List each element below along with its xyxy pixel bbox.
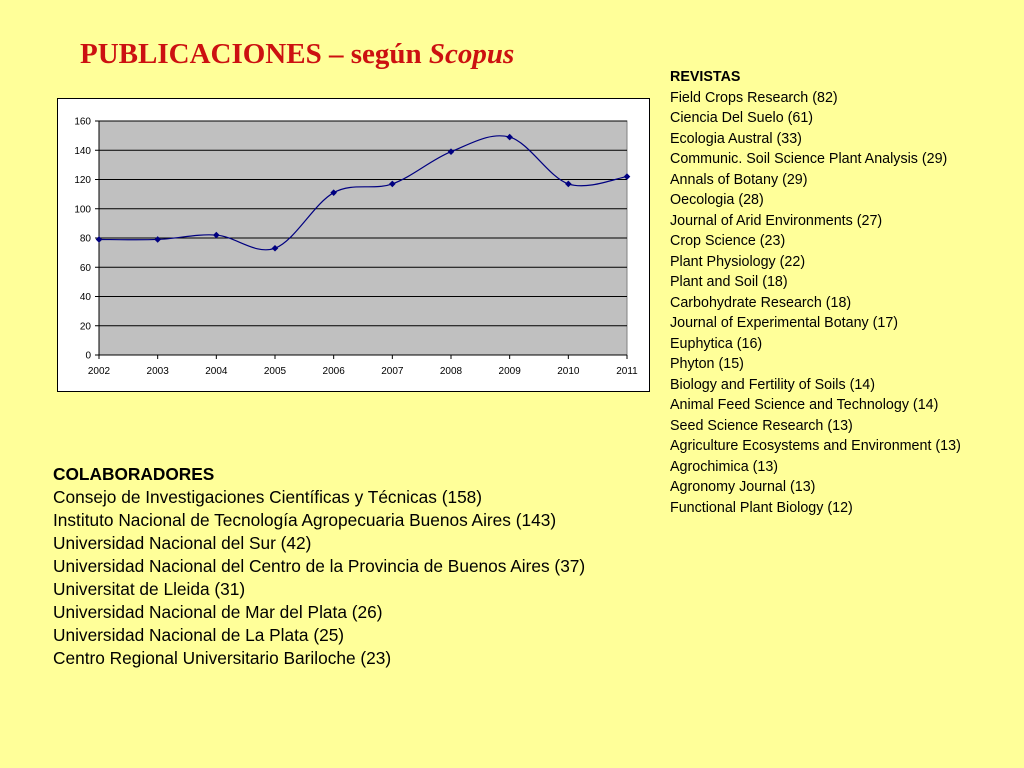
x-tick-label: 2005 <box>263 366 287 377</box>
colaborador-item: Consejo de Investigaciones Científicas y Técnicas (158) <box>53 487 483 507</box>
chart-container <box>57 98 650 392</box>
revista-item: Ecologia Austral (33) <box>670 130 802 147</box>
revista-item: Ciencia Del Suelo (61) <box>670 110 814 126</box>
y-tick-label: 100 <box>74 204 91 216</box>
colaborador-item: Universidad Nacional del Sur (42) <box>53 533 312 553</box>
x-tick-label: 2009 <box>498 366 521 377</box>
y-tick-label: 80 <box>79 233 91 245</box>
revistas-list <box>670 67 961 518</box>
colaborador-item: Universidad Nacional de La Plata (25) <box>53 625 345 645</box>
colaborador-item: Centro Regional Universitario Bariloche (23) <box>53 648 392 668</box>
colaborador-item: Universidad Nacional de Mar del Plata (26) <box>53 602 383 622</box>
page-title <box>80 38 514 71</box>
y-tick-label: 0 <box>85 350 91 362</box>
y-tick-label: 140 <box>74 145 91 157</box>
revista-item: Field Crops Research (82) <box>670 89 838 106</box>
revista-item: Biology and Fertility of Soils (14) <box>670 376 876 393</box>
y-tick-label: 60 <box>79 262 91 274</box>
revista-item: Agronomy Journal (13) <box>670 479 816 495</box>
revista-item: Oecologia (28) <box>670 192 764 208</box>
x-tick-label: 2004 <box>205 366 228 377</box>
revista-item: Plant and Soil (18) <box>670 274 788 290</box>
x-tick-label: 2008 <box>439 366 463 377</box>
revista-item: Functional Plant Biology (12) <box>670 499 853 516</box>
revista-item: Agrochimica (13) <box>670 458 779 475</box>
revista-item: Plant Physiology (22) <box>670 253 806 270</box>
colaborador-item: Universitat de Lleida (31) <box>53 579 246 599</box>
revista-item: Phyton (15) <box>670 356 744 372</box>
revista-item: Euphytica (16) <box>670 335 763 352</box>
revista-item: Crop Science (23) <box>670 233 786 249</box>
colaboradores-items <box>53 486 585 670</box>
x-tick-label: 2010 <box>557 366 580 377</box>
x-tick-label: 2003 <box>146 366 169 377</box>
revistas-items <box>670 88 961 519</box>
revista-item: Animal Feed Science and Technology (14) <box>670 397 939 413</box>
colaboradores-heading: COLABORADORES <box>53 464 215 484</box>
revista-item: Carbohydrate Research (18) <box>670 294 852 311</box>
x-tick-label: 2007 <box>381 366 404 377</box>
revista-item: Communic. Soil Science Plant Analysis (29) <box>670 151 948 167</box>
revista-item: Annals of Botany (29) <box>670 171 808 188</box>
x-tick-label: 2006 <box>322 366 345 377</box>
x-tick-label: 2011 <box>616 366 638 377</box>
y-tick-label: 120 <box>74 175 91 186</box>
colaboradores-list <box>53 463 585 670</box>
y-tick-label: 20 <box>79 321 91 333</box>
line-chart <box>58 99 651 393</box>
colaborador-item: Universidad Nacional del Centro de la Provincia de Buenos Aires (37) <box>53 556 586 576</box>
revista-item: Journal of Arid Environments (27) <box>670 212 883 229</box>
y-tick-label: 40 <box>79 292 91 303</box>
y-tick-label: 160 <box>74 116 91 128</box>
revista-item: Agriculture Ecosystems and Environment (13) <box>670 438 961 454</box>
x-tick-label: 2002 <box>87 366 111 377</box>
title-main: PUBLICACIONES – según <box>80 38 422 70</box>
title-source: Scopus <box>428 38 515 70</box>
revista-item: Journal of Experimental Botany (17) <box>670 315 899 331</box>
colaborador-item: Instituto Nacional de Tecnología Agropecuaria Buenos Aires (143) <box>53 510 557 530</box>
revista-item: Seed Science Research (13) <box>670 417 853 434</box>
revistas-heading: REVISTAS <box>670 69 741 85</box>
